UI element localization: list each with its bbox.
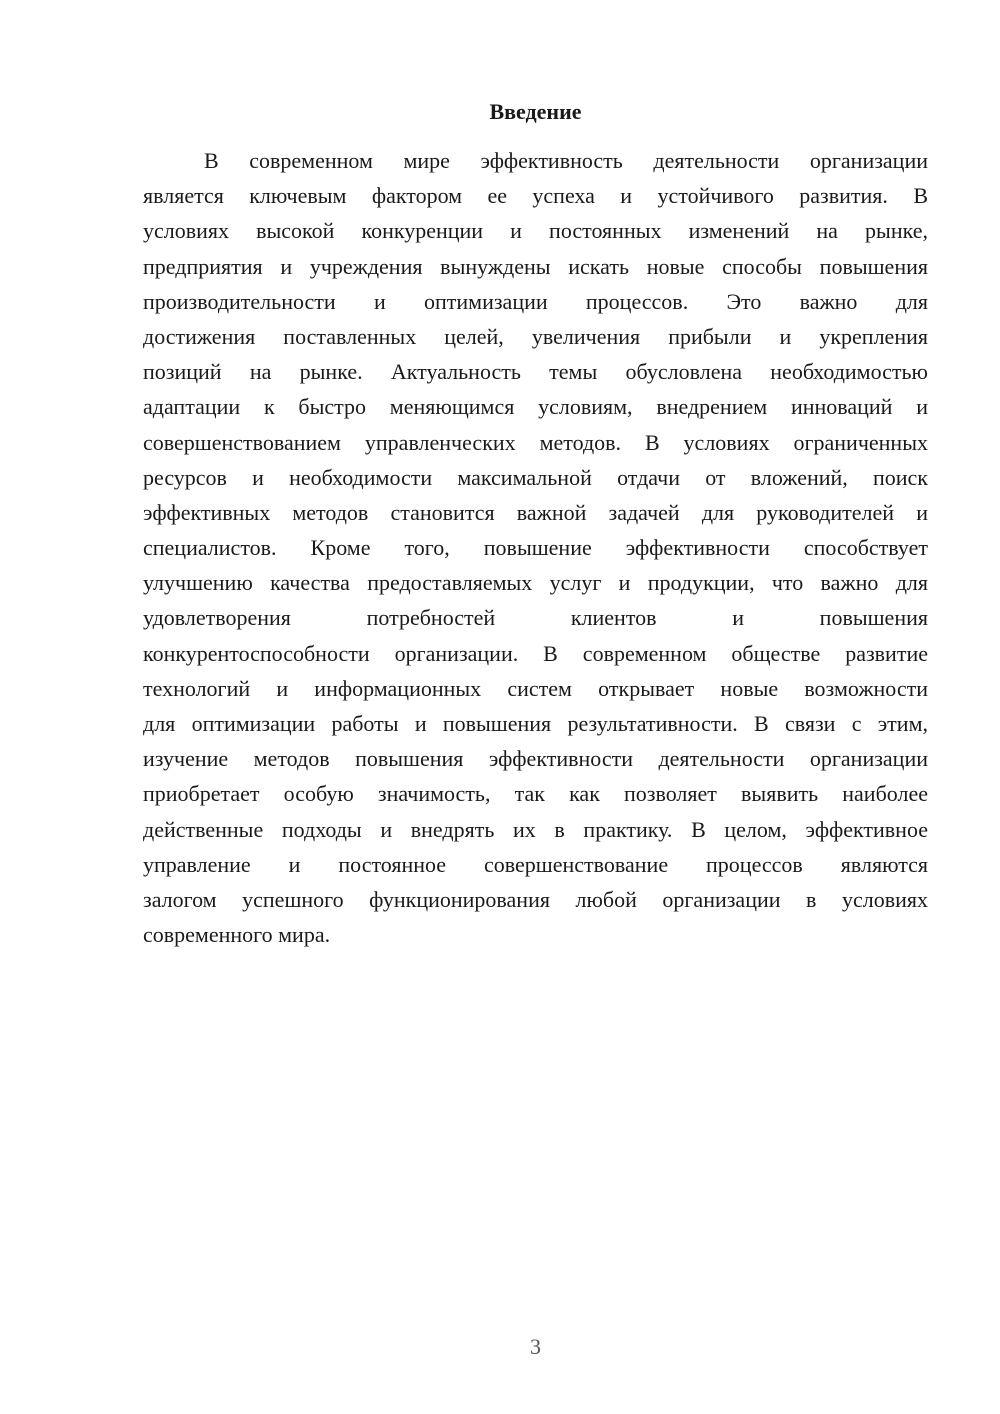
paragraph-line: эффективных методов становится важной задачей для руководителей и [143,499,928,525]
paragraph-line: удовлетворения потребностей клиентов и повышения [143,605,928,631]
paragraph-line: совершенствованием управленческих методов. В условиях ограниченных [143,429,928,455]
paragraph-line: позиций на рынке. Актуальность темы обусловлена необходимостью [143,359,928,385]
paragraph-line: производительности и оптимизации процессов. Это важно для [143,288,928,314]
paragraph-line: залогом успешного функционирования любой организации в условиях [143,886,928,912]
paragraph-line: изучение методов повышения эффективности деятельности организации [143,746,928,772]
page-number: 3 [530,1334,541,1359]
section-heading: Введение [489,99,582,124]
paragraph-line: технологий и информационных систем открывает новые возможности [143,675,928,701]
paragraph-line: В современном мире эффективность деятельности организации [204,148,928,173]
paragraph-line: для оптимизации работы и повышения результативности. В связи с этим, [143,711,928,736]
paragraph-line: действенные подходы и внедрять их в практику. В целом, эффективное [143,816,928,842]
paragraph-line: является ключевым фактором ее успеха и устойчивого развития. В [143,183,928,209]
paragraph-line: ресурсов и необходимости максимальной отдачи от вложений, поиск [143,464,928,490]
paragraph-line: современного мира. [143,922,331,948]
introduction-paragraph [143,143,928,952]
paragraph-line: управление и постоянное совершенствование процессов являются [143,851,928,877]
paragraph-line: специалистов. Кроме того, повышение эффективности способствует [143,535,928,561]
paragraph-line: приобретает особую значимость, так как позволяет выявить наиболее [143,781,928,807]
paragraph-line: предприятия и учреждения вынуждены искать новые способы повышения [143,253,928,279]
paragraph-line: улучшению качества предоставляемых услуг и продукции, что важно для [143,570,928,596]
paragraph-line: конкурентоспособности организации. В современном обществе развитие [143,640,928,666]
paragraph-line: условиях высокой конкуренции и постоянных изменений на рынке, [143,218,928,244]
paragraph-line: адаптации к быстро меняющимся условиям, внедрением инноваций и [143,394,928,420]
paragraph-line: достижения поставленных целей, увеличения прибыли и укрепления [143,323,928,349]
